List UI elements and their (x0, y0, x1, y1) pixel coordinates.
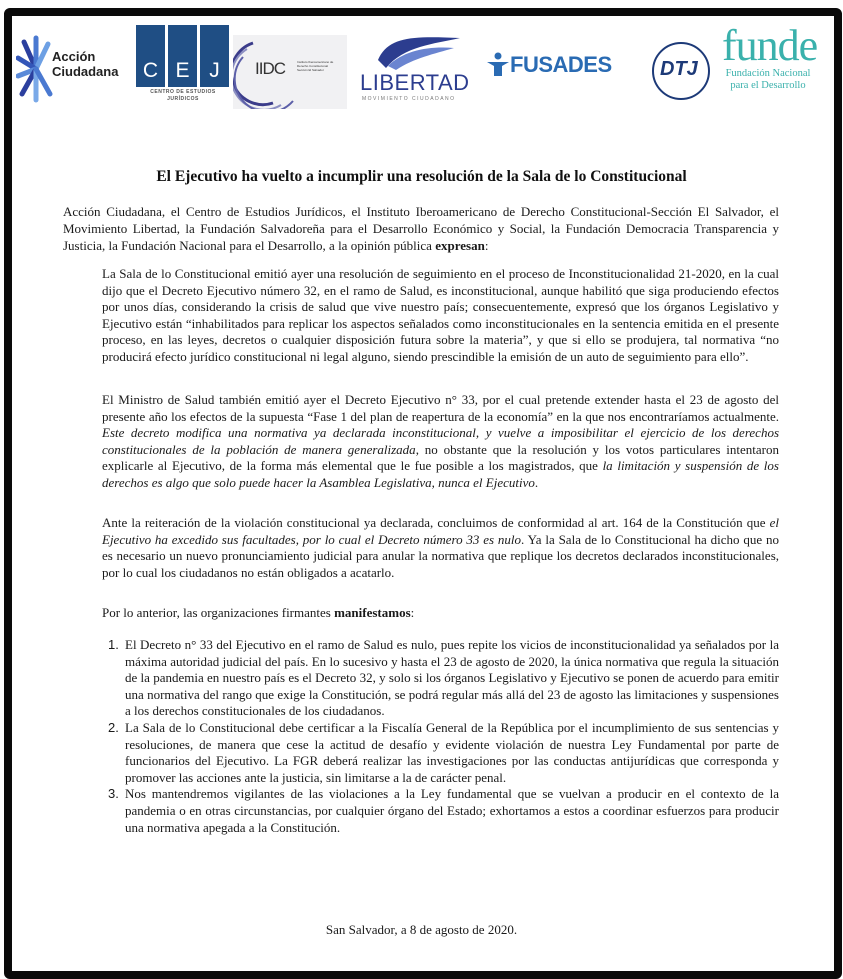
iidc-logo (233, 35, 347, 109)
place-date: San Salvador, a 8 de agosto de 2020. (325, 922, 518, 937)
fusades-logo (486, 50, 646, 80)
p4-end: : (410, 605, 415, 620)
list-item-text: Nos mantendremos vigilantes de las violaciones a la Ley fundamental que se vuelvan a producir en el contexto de la pandemia o en otras circunstancias, por cualquier órgano del Estado; exhortamos a estos a coordinar esfuerzos para producir una normativa apegada a la Constitución. (125, 786, 779, 835)
dtj-logo (646, 40, 712, 106)
list-number: 3. (108, 786, 119, 802)
p4-bold: manifestamos (334, 605, 411, 620)
p2-italic: Este decreto modifica una normativa ya declarada inconstitucional, y vuelve a imposibilitar el ejercicio de los derechos constitucionales de la población de manera generalizada (102, 425, 779, 457)
libertad-subtitle: MOVIMIENTO CIUDADANO (362, 96, 456, 102)
intro-text: Acción Ciudadana, el Centro de Estudios Jurídicos, el Instituto Iberoamericano de Derecho Constitucional-Sección El Salvador, el Movimiento Libertad, la Fundación Salvadoreña para el Desarrollo Económico y Social, la Fundación Democracia Transparencia y Justicia, la Fundación Nacional para el Desarrollo, a la opinión pública (63, 204, 779, 253)
list-item-text: El Decreto n° 33 del Ejecutivo en el ramo de Salud es nulo, pues repite los vicios de inconstitucionalidad ya señalados por la máxima autoridad judicial del país. En lo sucesivo y hasta el 23 de agosto de 2020, la única normativa que regula la situación de la pandemia en nuestro país es el Decreto 32, y solo si los órganos Legislativo y Ejecutivo se ponen de acuerdo para emitir una normativa del rango que exige la Constitución, se podrá regular más allá del 23 de agosto las limitaciones y suspensiones a los derechos constitucionales de los ciudadanos. (125, 637, 779, 719)
cej-logo (136, 25, 230, 107)
p2-text: , no obstante que la resolución y los votos particulares intentaron explicarle al Ejecutivo, de la forma más elemental que le fue posible a los magistrados, que (102, 441, 779, 474)
intro-paragraph (63, 203, 779, 254)
p2-italic: la limitación y suspensión de los derechos es algo que solo puede hacer la Asamblea Legislativa, nunca el Ejecutivo (102, 458, 779, 490)
p3-italic: el Ejecutivo ha excedido sus facultades, por lo cual el Decreto número 33 es nulo (102, 515, 779, 547)
cej-subtitle-line: CENTRO DE ESTUDIOS (150, 89, 216, 95)
cej-letter: E (168, 25, 197, 87)
paragraph-1: La Sala de lo Constitucional emitió ayer una resolución de seguimiento en el proceso de Inconstitucionalidad 21-2020, en la cual dijo que el Decreto Ejecutivo número 32, en el ramo de Salud, es inconstitucional, aunque habilitó que siga produciendo efectos por unos días, considerando la crisis de salud que vive nuestro país; consecuentemente, expresó que los órganos Legislativo y Ejecutivo están “inhabilitados para replicar los aspectos señalados como inconstitucionales en la sentencia emitida en el presente proceso, en las leyes, decretos o cualquier disposición futura sobre la materia”, y que si ello se produjera, tal normativa “no producirá efecto jurídico constitucional ni legal alguno, siendo prescindible la emisión de un auto de seguimiento para ello”. (102, 266, 779, 364)
manifesto-list (108, 637, 779, 836)
fusades-name: FUSADES (510, 52, 612, 77)
document-title: El Ejecutivo ha vuelto a incumplir una resolución de la Sala de lo Constitucional (156, 168, 687, 185)
fusades-figure-icon (486, 52, 510, 78)
funde-subtitle-line: Fundación Nacional (725, 68, 811, 79)
libertad-logo (356, 30, 480, 108)
paragraph-2 (102, 392, 779, 492)
accion-ciudadana-logo (16, 34, 131, 104)
p2-text: El Ministro de Salud también emitió ayer el Decreto Ejecutivo n° 33, por el cual pretende extender hasta el 23 de agosto del presente año los efectos de la supuesta “Fase 1 del plan de reapertura de la economía” en la que nos encontraríamos actualmente. (102, 392, 779, 424)
starburst-icon (16, 34, 56, 104)
iidc-subtitle: Instituto Iberoamericano de Derecho Constitucional Sección El Salvador (297, 60, 334, 72)
accion-ciudadana-text (52, 49, 118, 79)
intro-end: : (484, 238, 489, 253)
dtj-name: DTJ (660, 58, 698, 80)
p3-text: . Ya la Sala de lo Constitucional ha dicho que no es necesario un nuevo pronunciamiento judicial para anular la normativa que replique los decretos declarados inconstitucionales, por lo cual los ciudadanos no están obligados a acatarlo. (102, 531, 779, 580)
cej-letter: J (200, 25, 229, 87)
p4-text: Por lo anterior, las organizaciones firmantes (102, 605, 335, 620)
libertad-name: LIBERTAD (360, 70, 470, 95)
list-item (108, 786, 779, 836)
funde-subtitle-line: para el Desarrollo (730, 80, 806, 91)
cej-subtitle-line: JURÍDICOS (167, 96, 199, 102)
cej-letter: C (136, 25, 165, 87)
intro-bold: expresan (435, 238, 485, 253)
list-item (108, 720, 779, 786)
logo-text-line: Acción (52, 49, 96, 64)
iidc-name: IIDC (255, 59, 285, 78)
wave-flag-icon (374, 32, 464, 72)
list-item (108, 637, 779, 720)
logo-text-line: Ciudadana (52, 64, 119, 79)
p3-text: Ante la reiteración de la violación constitucional ya declarada, concluimos de conformidad al art. 164 de la Constitución que (102, 515, 770, 530)
p2-text: . (534, 474, 539, 490)
funde-name: funde (722, 21, 818, 70)
funde-logo (722, 21, 818, 116)
logo-bar (10, 12, 818, 112)
list-number: 2. (108, 719, 119, 735)
funde-subtitle (722, 68, 814, 92)
list-number: 1. (108, 637, 119, 652)
paragraph-3 (102, 515, 779, 581)
paragraph-4 (102, 605, 779, 622)
list-item-text: La Sala de lo Constitucional debe certificar a la Fiscalía General de la República por el incumplimiento de sus sentencias y resoluciones, de manera que cese la actitud de desafío y evidente violación de nuestra Ley Fundamental por parte de funcionarios del Ejecutivo. La FGR deberá realizar las investigaciones por las conductas antijurídicas que corresponda y promover las acciones ante la justicia, sin limitarse a la de carácter penal. (125, 719, 779, 785)
cej-subtitle (136, 89, 230, 103)
